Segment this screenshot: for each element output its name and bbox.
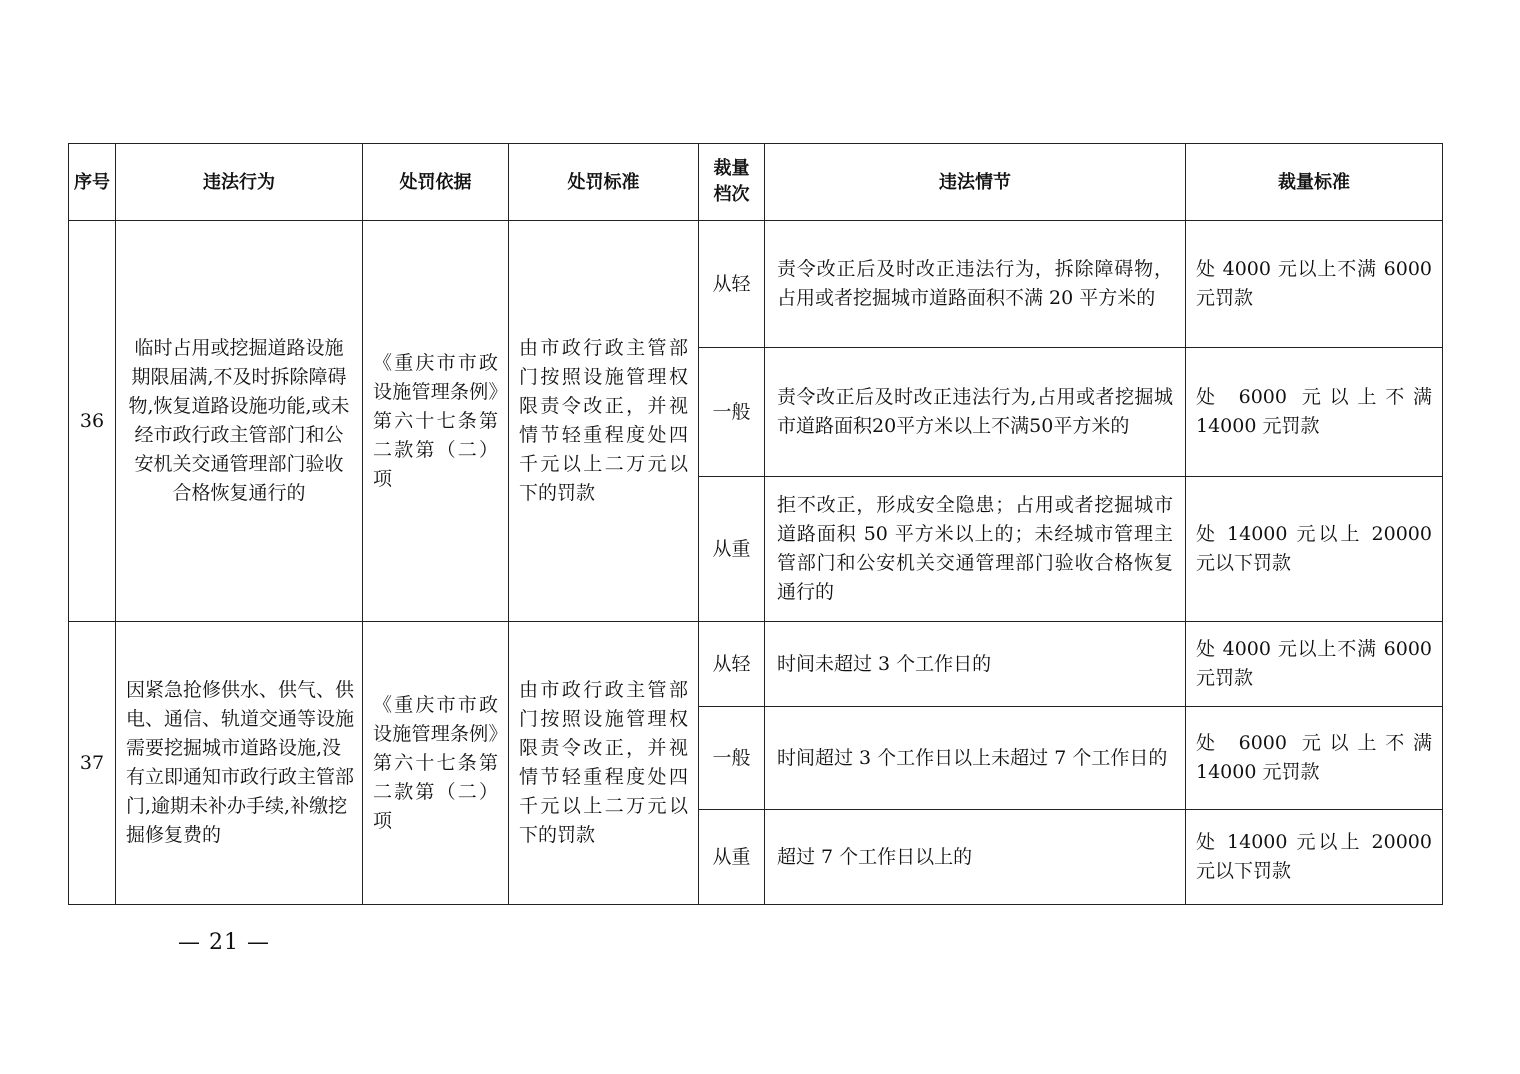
header-index: 序号	[69, 144, 116, 221]
discretion-cell: 处 6000 元以上不满 14000 元罚款	[1186, 348, 1443, 477]
row-behavior-36: 临时占用或挖掘道路设施期限届满,不及时拆除障碍物,恢复道路设施功能,或未经市政行政主管部门和公安机关交通管理部门验收合格恢复通行的	[116, 221, 363, 622]
header-discretion: 裁量标准	[1186, 144, 1443, 221]
circumstance-cell: 时间超过 3 个工作日以上未超过 7 个工作日的	[765, 707, 1186, 810]
level-label: 从轻	[699, 622, 765, 707]
discretion-cell: 处 14000 元以上 20000 元以下罚款	[1186, 477, 1443, 622]
level-label: 从轻	[699, 221, 765, 348]
row-index-36: 36	[69, 221, 116, 622]
header-basis: 处罚依据	[363, 144, 509, 221]
level-label: 从重	[699, 477, 765, 622]
table-row	[69, 622, 1443, 707]
header-behavior: 违法行为	[116, 144, 363, 221]
level-label: 一般	[699, 348, 765, 477]
row-standard-37: 由市政行政主管部门按照设施管理权限责令改正，并视情节轻重程度处四千元以上二万元以下的罚款	[509, 622, 699, 905]
page-number: — 21 —	[178, 930, 270, 955]
circumstance-cell: 责令改正后及时改正违法行为,占用或者挖掘城市道路面积20平方米以上不满50平方米的	[765, 348, 1186, 477]
row-index-37: 37	[69, 622, 116, 905]
level-label: 从重	[699, 810, 765, 905]
discretion-cell: 处 6000 元以上不满 14000 元罚款	[1186, 707, 1443, 810]
table-header-row	[69, 144, 1443, 221]
table-row	[69, 221, 1443, 348]
discretion-cell: 处 4000 元以上不满 6000 元罚款	[1186, 221, 1443, 348]
circumstance-cell: 拒不改正，形成安全隐患；占用或者挖掘城市道路面积 50 平方米以上的；未经城市管理主管部门和公安机关交通管理部门验收合格恢复通行的	[765, 477, 1186, 622]
penalty-discretion-table	[68, 143, 1443, 905]
header-standard: 处罚标准	[509, 144, 699, 221]
circumstance-cell: 责令改正后及时改正违法行为，拆除障碍物，占用或者挖掘城市道路面积不满 20 平方米的	[765, 221, 1186, 348]
circumstance-cell: 时间未超过 3 个工作日的	[765, 622, 1186, 707]
row-basis-37: 《重庆市市政设施管理条例》第六十七条第二款第（二）项	[363, 622, 509, 905]
circumstance-cell: 超过 7 个工作日以上的	[765, 810, 1186, 905]
header-circumstance: 违法情节	[765, 144, 1186, 221]
discretion-cell: 处 4000 元以上不满 6000 元罚款	[1186, 622, 1443, 707]
header-level: 裁量档次	[699, 144, 765, 221]
row-standard-36: 由市政行政主管部门按照设施管理权限责令改正，并视情节轻重程度处四千元以上二万元以下的罚款	[509, 221, 699, 622]
discretion-cell: 处 14000 元以上 20000 元以下罚款	[1186, 810, 1443, 905]
row-basis-36: 《重庆市市政设施管理条例》第六十七条第二款第（二）项	[363, 221, 509, 622]
row-behavior-37: 因紧急抢修供水、供气、供电、通信、轨道交通等设施需要挖掘城市道路设施,没有立即通知市政行政主管部门,逾期未补办手续,补缴挖掘修复费的	[116, 622, 363, 905]
level-label: 一般	[699, 707, 765, 810]
